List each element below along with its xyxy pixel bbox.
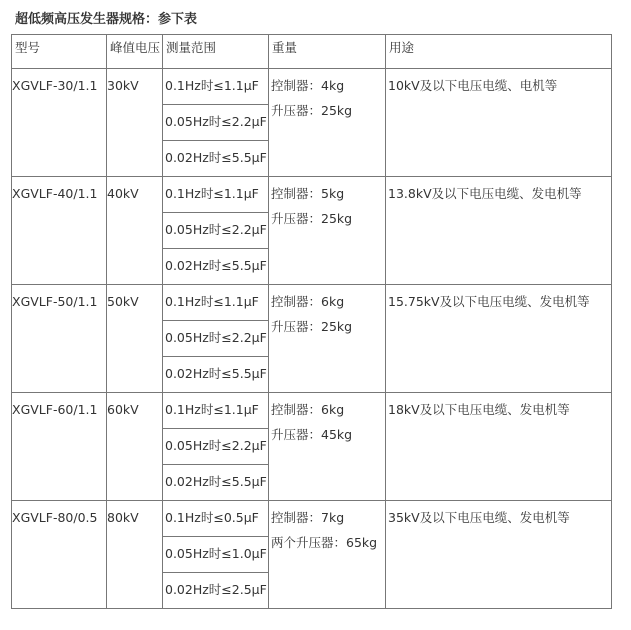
weight-cell [269, 501, 386, 609]
table-header-row [12, 35, 612, 69]
weight-cell [269, 177, 386, 285]
header-usage: 用途 [386, 35, 612, 69]
model-cell: XGVLF-80/0.5 [12, 501, 107, 609]
usage-cell: 18kV及以下电压电缆、发电机等 [386, 393, 612, 501]
controller-weight: 控制器：4kg [271, 78, 345, 93]
model-cell: XGVLF-30/1.1 [12, 69, 107, 177]
controller-weight: 控制器：6kg [271, 402, 345, 417]
range-cell: 0.05Hz时≤2.2μF [163, 321, 269, 357]
model-cell: XGVLF-60/1.1 [12, 393, 107, 501]
usage-cell: 15.75kV及以下电压电缆、发电机等 [386, 285, 612, 393]
spec-table [11, 34, 612, 609]
table-row [12, 69, 612, 105]
booster-weight: 升压器：25kg [271, 211, 353, 226]
table-row [12, 393, 612, 429]
range-cell: 0.05Hz时≤2.2μF [163, 105, 269, 141]
range-cell: 0.05Hz时≤2.2μF [163, 429, 269, 465]
weight-cell [269, 393, 386, 501]
usage-cell: 35kV及以下电压电缆、发电机等 [386, 501, 612, 609]
page-heading: 超低频高压发生器规格：参下表 [15, 12, 198, 27]
controller-weight: 控制器：6kg [271, 294, 345, 309]
range-cell: 0.1Hz时≤1.1μF [163, 69, 269, 105]
header-peak-voltage: 峰值电压 [107, 35, 163, 69]
header-measure-range: 测量范围 [163, 35, 269, 69]
booster-weight: 两个升压器：65kg [271, 535, 378, 550]
range-cell: 0.1Hz时≤1.1μF [163, 393, 269, 429]
usage-cell: 13.8kV及以下电压电缆、发电机等 [386, 177, 612, 285]
voltage-cell: 60kV [107, 393, 163, 501]
table-row [12, 501, 612, 537]
booster-weight: 升压器：45kg [271, 427, 353, 442]
range-cell: 0.05Hz时≤1.0μF [163, 537, 269, 573]
booster-weight: 升压器：25kg [271, 103, 353, 118]
voltage-cell: 50kV [107, 285, 163, 393]
usage-cell: 10kV及以下电压电缆、电机等 [386, 69, 612, 177]
range-cell: 0.02Hz时≤5.5μF [163, 141, 269, 177]
range-cell: 0.02Hz时≤5.5μF [163, 249, 269, 285]
weight-cell [269, 285, 386, 393]
range-cell: 0.02Hz时≤5.5μF [163, 465, 269, 501]
header-model: 型号 [12, 35, 107, 69]
model-cell: XGVLF-40/1.1 [12, 177, 107, 285]
weight-cell [269, 69, 386, 177]
range-cell: 0.1Hz时≤1.1μF [163, 285, 269, 321]
table-row [12, 177, 612, 213]
booster-weight: 升压器：25kg [271, 319, 353, 334]
controller-weight: 控制器：5kg [271, 186, 345, 201]
voltage-cell: 80kV [107, 501, 163, 609]
voltage-cell: 30kV [107, 69, 163, 177]
range-cell: 0.02Hz时≤2.5μF [163, 573, 269, 609]
range-cell: 0.02Hz时≤5.5μF [163, 357, 269, 393]
range-cell: 0.1Hz时≤0.5μF [163, 501, 269, 537]
header-weight: 重量 [269, 35, 386, 69]
range-cell: 0.1Hz时≤1.1μF [163, 177, 269, 213]
table-row [12, 285, 612, 321]
controller-weight: 控制器：7kg [271, 510, 345, 525]
model-cell: XGVLF-50/1.1 [12, 285, 107, 393]
range-cell: 0.05Hz时≤2.2μF [163, 213, 269, 249]
voltage-cell: 40kV [107, 177, 163, 285]
